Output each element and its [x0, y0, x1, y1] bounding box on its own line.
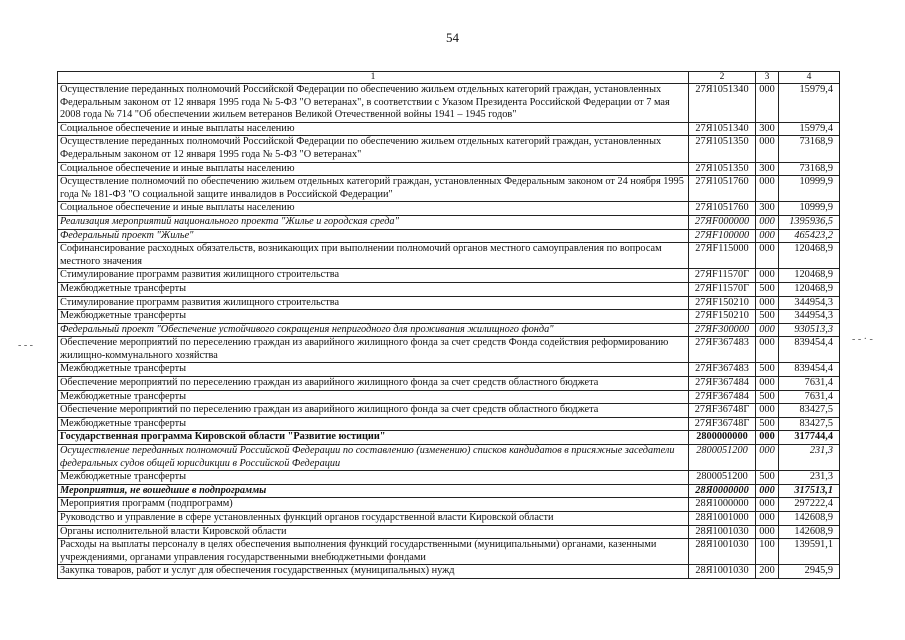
- row-amount: 317513,1: [779, 484, 840, 498]
- row-code: 27ЯF367484: [689, 377, 756, 391]
- row-code: 2800051200: [689, 445, 756, 471]
- row-type: 300: [756, 162, 779, 176]
- row-text: Осуществление переданных полномочий Российской Федерации по составлению (изменению) списков кандидатов в присяжные заседатели федеральных судов общей юрисдикции в Российской Федерации: [58, 445, 689, 471]
- row-amount: 73168,9: [779, 162, 840, 176]
- table-row: [58, 162, 840, 176]
- row-text: Обеспечение мероприятий по переселению граждан из аварийного жилищного фонда за счет средств Фонда содействия реформированию жилищно-коммунального хозяйства: [58, 337, 689, 363]
- row-amount: 344954,3: [779, 310, 840, 324]
- row-text: Межбюджетные трансферты: [58, 310, 689, 324]
- row-text: Мероприятия программ (подпрограмм): [58, 498, 689, 512]
- table-row: [58, 337, 840, 363]
- row-type: 000: [756, 243, 779, 269]
- row-code: 27Я1051350: [689, 136, 756, 162]
- header-cell: 2: [689, 72, 756, 84]
- table-row: [58, 202, 840, 216]
- table-row: [58, 525, 840, 539]
- table-row: [58, 122, 840, 136]
- row-code: 28Я0000000: [689, 484, 756, 498]
- table-row: [58, 310, 840, 324]
- row-amount: 120468,9: [779, 243, 840, 269]
- table-row: [58, 215, 840, 229]
- row-code: 27Я1051340: [689, 84, 756, 123]
- table-row: [58, 471, 840, 485]
- row-text: Расходы на выплаты персоналу в целях обеспечения выполнения функций государственными (муниципальными) органами, казенными учреждениями, органами управления государственными внебюджетными фондами: [58, 539, 689, 565]
- table-row: [58, 417, 840, 431]
- row-text: Мероприятия, не вошедшие в подпрограммы: [58, 484, 689, 498]
- row-type: 000: [756, 431, 779, 445]
- row-amount: 142608,9: [779, 525, 840, 539]
- row-type: 500: [756, 282, 779, 296]
- row-text: Стимулирование программ развития жилищного строительства: [58, 296, 689, 310]
- row-code: 27Я1051350: [689, 162, 756, 176]
- row-text: Государственная программа Кировской области "Развитие юстиции": [58, 431, 689, 445]
- row-amount: 344954,3: [779, 296, 840, 310]
- row-text: Межбюджетные трансферты: [58, 471, 689, 485]
- table-row: [58, 136, 840, 162]
- row-text: Руководство и управление в сфере установленных функций органов государственной власти Кировской области: [58, 512, 689, 526]
- row-text: Осуществление переданных полномочий Российской Федерации по обеспечению жильем отдельных категорий граждан, установленных Федеральным законом от 12 января 1995 года № 5-ФЗ "О ветеранах": [58, 136, 689, 162]
- row-text: Межбюджетные трансферты: [58, 282, 689, 296]
- row-text: Социальное обеспечение и иные выплаты населению: [58, 162, 689, 176]
- table-row: [58, 565, 840, 579]
- row-type: 000: [756, 404, 779, 418]
- row-code: 27ЯF367483: [689, 337, 756, 363]
- table-row: [58, 404, 840, 418]
- table-header-row: [58, 72, 840, 84]
- header-cell: 4: [779, 72, 840, 84]
- row-type: 100: [756, 539, 779, 565]
- table-row: [58, 539, 840, 565]
- row-text: Федеральный проект "Обеспечение устойчивого сокращения непригодного для проживания жилищного фонда": [58, 323, 689, 337]
- row-amount: 465423,2: [779, 229, 840, 243]
- row-code: 28Я1001030: [689, 539, 756, 565]
- row-amount: 15979,4: [779, 122, 840, 136]
- row-text: Обеспечение мероприятий по переселению граждан из аварийного жилищного фонда за счет средств областного бюджета: [58, 404, 689, 418]
- row-type: 000: [756, 337, 779, 363]
- row-code: 27ЯF150210: [689, 310, 756, 324]
- table-row: [58, 377, 840, 391]
- table-row: [58, 176, 840, 202]
- row-type: 300: [756, 202, 779, 216]
- row-text: Социальное обеспечение и иные выплаты населению: [58, 202, 689, 216]
- row-amount: 231,3: [779, 445, 840, 471]
- row-amount: 317744,4: [779, 431, 840, 445]
- table-row: [58, 84, 840, 123]
- row-code: 27ЯF000000: [689, 215, 756, 229]
- row-amount: 930513,3: [779, 323, 840, 337]
- table-row: [58, 282, 840, 296]
- row-amount: 839454,4: [779, 363, 840, 377]
- row-text: Закупка товаров, работ и услуг для обеспечения государственных (муниципальных) нужд: [58, 565, 689, 579]
- row-code: 27ЯF300000: [689, 323, 756, 337]
- row-text: Социальное обеспечение и иные выплаты населению: [58, 122, 689, 136]
- row-type: 000: [756, 323, 779, 337]
- row-code: 27ЯF115000: [689, 243, 756, 269]
- row-amount: 2945,9: [779, 565, 840, 579]
- row-code: 27ЯF367484: [689, 390, 756, 404]
- row-type: 000: [756, 512, 779, 526]
- table-row: [58, 390, 840, 404]
- row-text: Софинансирование расходных обязательств, возникающих при выполнении полномочий органов местного самоуправления по вопросам местного значения: [58, 243, 689, 269]
- row-amount: 83427,5: [779, 404, 840, 418]
- row-amount: 10999,9: [779, 176, 840, 202]
- page-number: 54: [446, 30, 459, 45]
- header-cell: 1: [58, 72, 689, 84]
- row-amount: 73168,9: [779, 136, 840, 162]
- row-code: 27Я1051760: [689, 176, 756, 202]
- row-type: 000: [756, 377, 779, 391]
- row-code: 27ЯF100000: [689, 229, 756, 243]
- row-type: 500: [756, 417, 779, 431]
- row-code: 27Я1051760: [689, 202, 756, 216]
- row-code: 28Я1000000: [689, 498, 756, 512]
- row-amount: 15979,4: [779, 84, 840, 123]
- row-amount: 10999,9: [779, 202, 840, 216]
- row-code: 2800051200: [689, 471, 756, 485]
- row-amount: 120468,9: [779, 269, 840, 283]
- row-text: Межбюджетные трансферты: [58, 363, 689, 377]
- row-type: 000: [756, 215, 779, 229]
- row-type: 000: [756, 84, 779, 123]
- table-row: [58, 363, 840, 377]
- row-text: Межбюджетные трансферты: [58, 390, 689, 404]
- table-row: [58, 512, 840, 526]
- row-amount: 7631,4: [779, 390, 840, 404]
- row-type: 200: [756, 565, 779, 579]
- row-text: Реализация мероприятий национального проекта "Жилье и городская среда": [58, 215, 689, 229]
- row-amount: 139591,1: [779, 539, 840, 565]
- row-code: 27Я1051340: [689, 122, 756, 136]
- table-row: [58, 323, 840, 337]
- row-code: 27ЯF367483: [689, 363, 756, 377]
- row-type: 300: [756, 122, 779, 136]
- row-text: Стимулирование программ развития жилищного строительства: [58, 269, 689, 283]
- row-code: 27ЯF36748Г: [689, 404, 756, 418]
- row-code: 28Я1001000: [689, 512, 756, 526]
- row-code: 27ЯF36748Г: [689, 417, 756, 431]
- row-amount: 7631,4: [779, 377, 840, 391]
- row-text: Межбюджетные трансферты: [58, 417, 689, 431]
- row-code: 28Я1001030: [689, 525, 756, 539]
- row-type: 000: [756, 176, 779, 202]
- row-text: Федеральный проект "Жилье": [58, 229, 689, 243]
- table-row: [58, 445, 840, 471]
- row-text: Органы исполнительной власти Кировской области: [58, 525, 689, 539]
- table-row: [58, 229, 840, 243]
- row-amount: 1395936,5: [779, 215, 840, 229]
- row-code: 27ЯF150210: [689, 296, 756, 310]
- row-amount: 142608,9: [779, 512, 840, 526]
- table-row: [58, 269, 840, 283]
- table-row: [58, 498, 840, 512]
- row-type: 500: [756, 471, 779, 485]
- row-amount: 83427,5: [779, 417, 840, 431]
- table-row: [58, 431, 840, 445]
- row-text: Осуществление полномочий по обеспечению жильем отдельных категорий граждан, установленных Федеральным законом от 24 ноября 1995 года № 181-ФЗ "О социальной защите инвалидов в Российской Федерации": [58, 176, 689, 202]
- row-code: 27ЯF11570Г: [689, 269, 756, 283]
- table-row: [58, 296, 840, 310]
- row-amount: 120468,9: [779, 282, 840, 296]
- row-amount: 297222,4: [779, 498, 840, 512]
- row-code: 28Я1001030: [689, 565, 756, 579]
- row-amount: 839454,4: [779, 337, 840, 363]
- row-type: 500: [756, 310, 779, 324]
- table-row: [58, 243, 840, 269]
- row-type: 000: [756, 269, 779, 283]
- row-text: Обеспечение мероприятий по переселению граждан из аварийного жилищного фонда за счет средств областного бюджета: [58, 377, 689, 391]
- row-type: 000: [756, 136, 779, 162]
- row-type: 000: [756, 229, 779, 243]
- row-type: 000: [756, 525, 779, 539]
- table-row: [58, 484, 840, 498]
- budget-table: [57, 71, 840, 579]
- header-cell: 3: [756, 72, 779, 84]
- row-type: 000: [756, 296, 779, 310]
- row-text: Осуществление переданных полномочий Российской Федерации по обеспечению жильем отдельных категорий граждан, установленных Федеральным законом от 12 января 1995 года № 5-ФЗ "О ветеранах", в соответствии с Указом Президента Российской Федерации от 7 мая 2008 года № 714 "Об обеспечении жильем ветеранов Великой Отечественной войны 1941 – 1945 годов": [58, 84, 689, 123]
- row-code: 2800000000: [689, 431, 756, 445]
- row-type: 000: [756, 445, 779, 471]
- row-type: 500: [756, 390, 779, 404]
- row-type: 500: [756, 363, 779, 377]
- row-code: 27ЯF11570Г: [689, 282, 756, 296]
- row-type: 000: [756, 484, 779, 498]
- row-type: 000: [756, 498, 779, 512]
- row-amount: 231,3: [779, 471, 840, 485]
